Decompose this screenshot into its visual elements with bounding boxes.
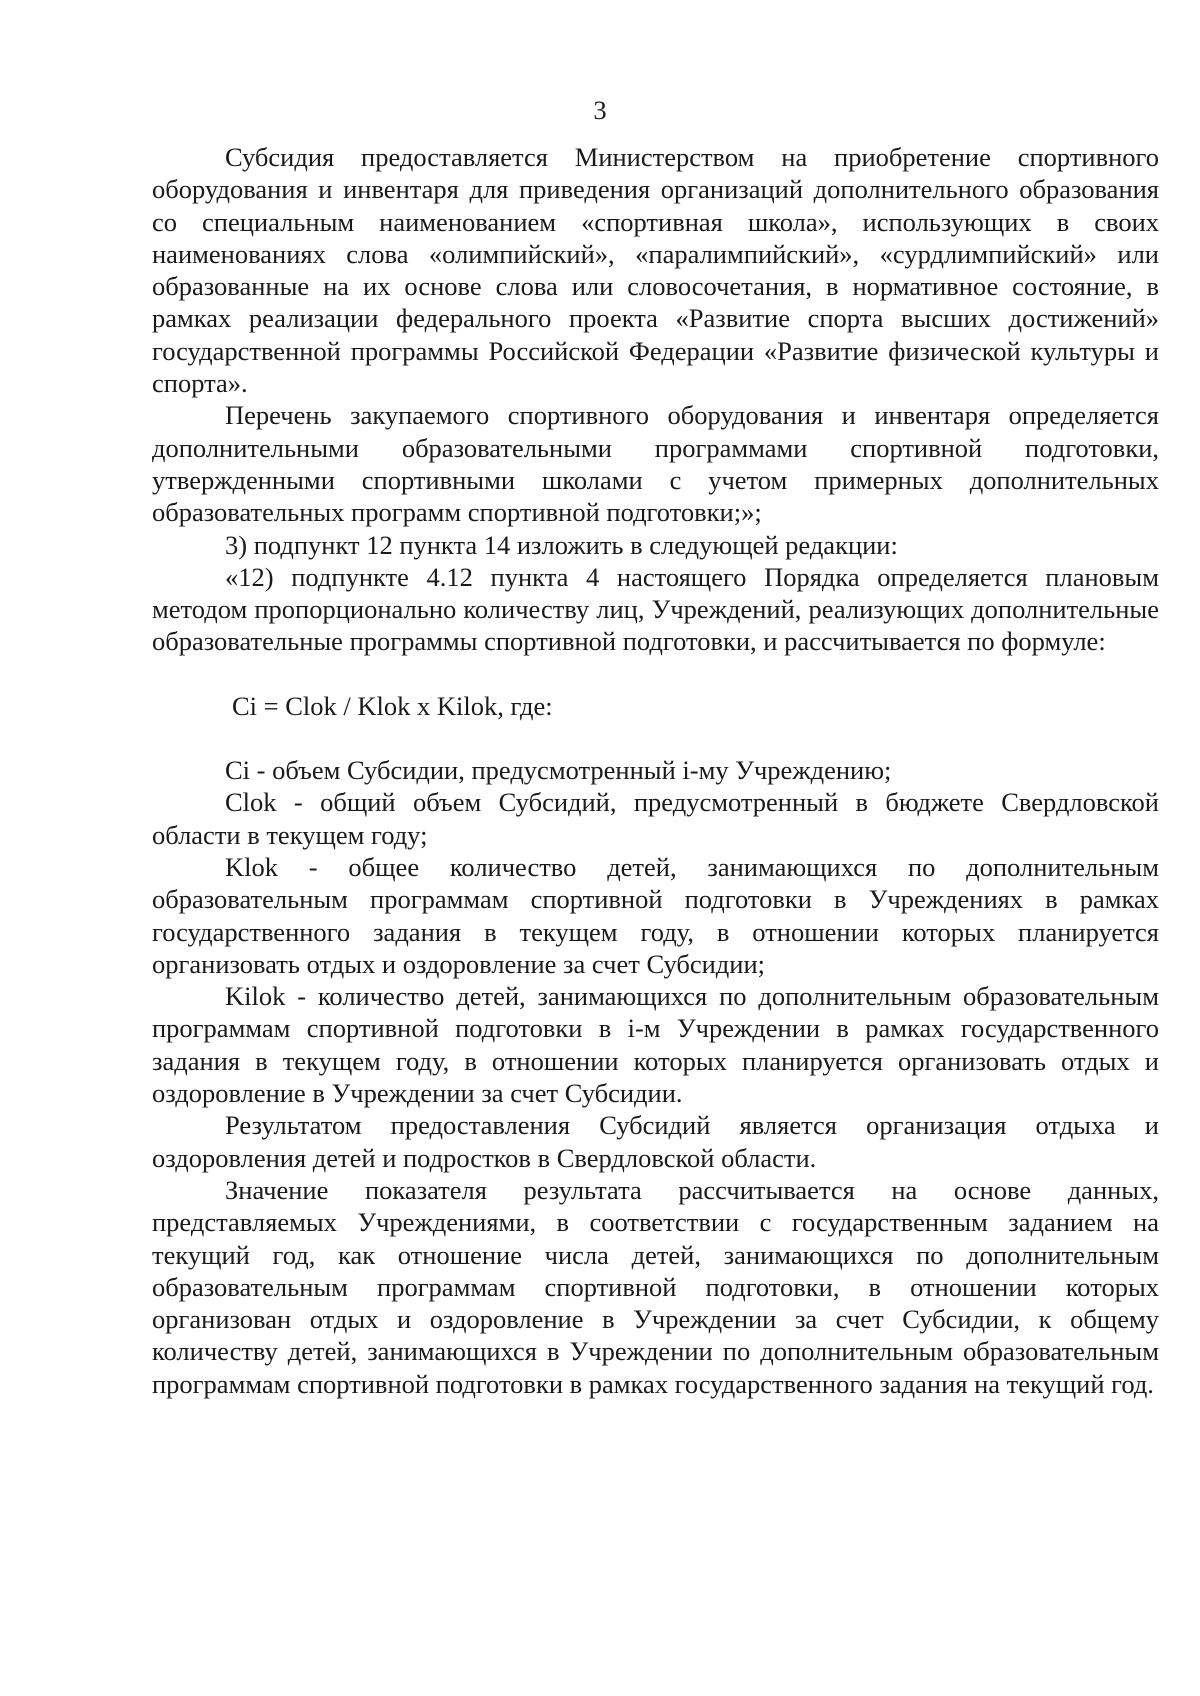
paragraph-subitem-12: «12) подпункте 4.12 пункта 4 настоящего Порядка определяется плановым методом пропорционально количеству лиц, Учреждений, реализующих дополнительные образовательные программы спортивной подготовки, и рассчитывается по формуле: bbox=[152, 561, 1159, 657]
definition-clok: Clok - общий объем Субсидий, предусмотренный в бюджете Свердловской области в текущем году; bbox=[152, 787, 1159, 850]
formula: Ci = Clok / Klok x Kilok, где: bbox=[232, 690, 553, 721]
definition-kilok: Kilok - количество детей, занимающихся по дополнительным образовательным программам спортивной подготовки в i-м Учреждении в рамках государственного задания в текущем году, в отношении которых планируется организовать отдых и оздоровление в Учреждении за счет Субсидии. bbox=[152, 981, 1159, 1109]
page-number: 3 bbox=[593, 95, 607, 125]
paragraph-indicator-value: Значение показателя результата рассчитывается на основе данных, представляемых Учреждениями, в соответствии с государственным заданием на текущий год, как отношение числа детей, занимающихся по дополнительным образовательным программам спортивной подготовки, в отношении которых организован отдых и оздоровление в Учреждении за счет Субсидии, к общему количеству детей, занимающихся в Учреждении по дополнительным образовательным программам спортивной подготовки в рамках государственного задания на текущий год. bbox=[152, 1174, 1159, 1399]
definition-klok: Klok - общее количество детей, занимающихся по дополнительным образовательным программам спортивной подготовки в Учреждениях в рамках государственного задания в текущем году, в отношении которых планируется организовать отдых и оздоровление за счет Субсидии; bbox=[152, 851, 1159, 979]
paragraph-subsidy-purpose: Субсидия предоставляется Министерством на приобретение спортивного оборудования и инвентаря для приведения организаций дополнительного образования со специальным наименованием «спортивная школа», использующих в своих наименованиях слова «олимпийский», «паралимпийский», «сурдлимпийский» или образованные на их основе слова или словосочетания, в нормативное состояние, в рамках реализации федерального проекта «Развитие спорта высших достижений» государственной программы Российской Федерации «Развитие физической культуры и спорта». bbox=[152, 142, 1159, 399]
paragraph-amendment: 3) подпункт 12 пункта 14 изложить в следующей редакции: bbox=[225, 529, 898, 560]
paragraph-equipment-list: Перечень закупаемого спортивного оборудования и инвентаря определяется дополнительными образовательными программами спортивной подготовки, утвержденными спортивными школами с учетом примерных дополнительных образовательных программ спортивной подготовки;»; bbox=[152, 400, 1159, 528]
document-body bbox=[152, 141, 1159, 1400]
definition-ci: Ci - объем Субсидии, предусмотренный i-му Учреждению; bbox=[225, 755, 892, 786]
paragraph-result: Результатом предоставления Субсидий является организация отдыха и оздоровления детей и подростков в Свердловской области. bbox=[152, 1110, 1159, 1173]
